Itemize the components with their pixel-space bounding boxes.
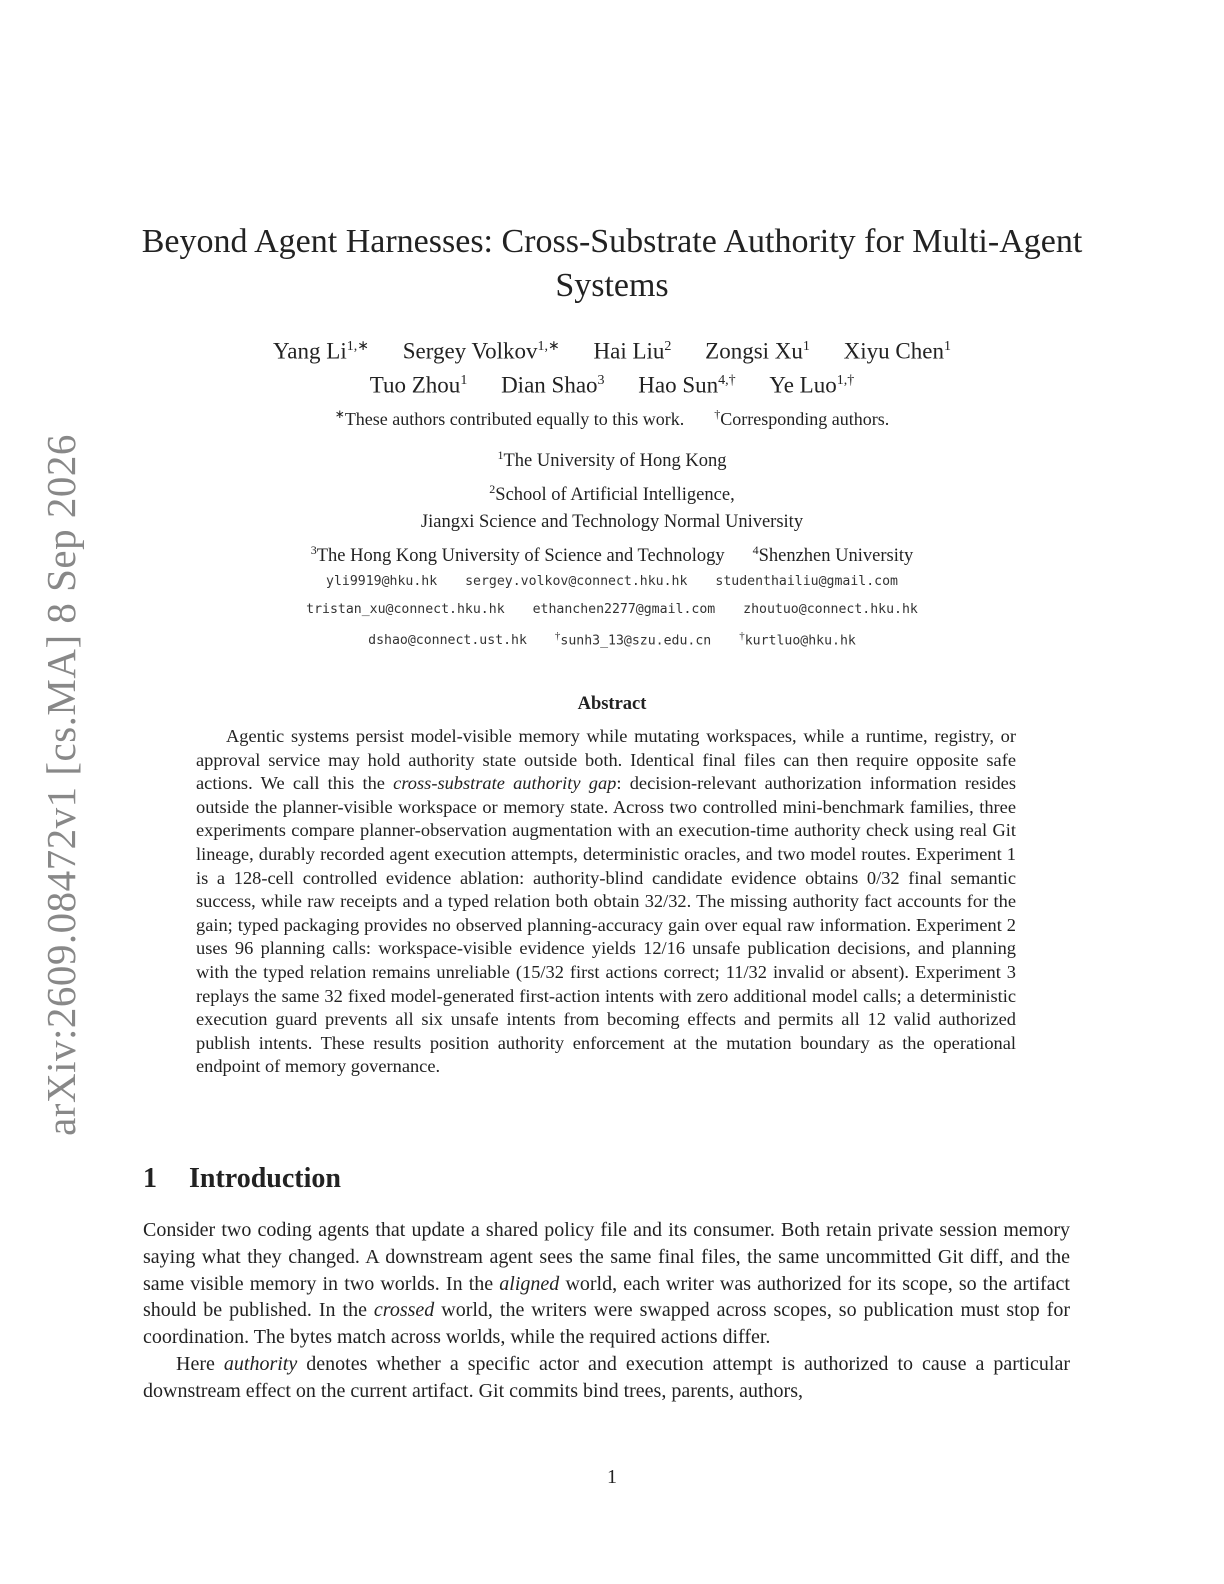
intro-paragraph-2: Here authority denotes whether a specific actor and execution attempt is authorized to cause a particular downstream effect on the current artifact. Git commits bind trees, parents, authors, [143, 1352, 1071, 1402]
section-number: 1 [143, 1163, 157, 1194]
intro-paragraph-1: Consider two coding agents that update a shared policy file and its consumer. Both retain private session memory saying what they changed. A downstream agent sees the same final files, the same uncommitted Git diff, and the same visible memory in two worlds. In the aligned world, each writer was authorized for its scope, so the artifact should be published. In the crossed world, the writers were swapped across scopes, so publication must stop for coordination. The bytes match across worlds, while the required actions differ. [143, 1219, 1070, 1349]
email: zhoutuo@connect.hku.hk [743, 601, 918, 617]
affiliations [140, 442, 1084, 570]
corresponding-author-note: Corresponding authors. [720, 409, 890, 429]
email-row-1 [140, 568, 1084, 596]
email: dshao@connect.ust.hk [368, 633, 527, 649]
section-title: Introduction [189, 1163, 341, 1194]
arxiv-identifier [34, 434, 88, 1136]
email-row-3 [140, 623, 1084, 655]
email: ethanchen2277@gmail.com [532, 601, 716, 617]
author-list [140, 332, 1084, 399]
abstract-heading: Abstract [577, 694, 647, 714]
author-row-2 [140, 366, 1084, 400]
email: yli9919@hku.hk [326, 574, 438, 589]
section-heading [143, 1163, 341, 1195]
equal-contribution-note: These authors contributed equally to this work. [344, 409, 685, 429]
author-notes: ∗These authors contributed equally to this work. †Corresponding authors. [334, 407, 890, 429]
affiliation-2: $^2$School of Artificial Intelligence, [489, 481, 735, 505]
email: tristan_xu@connect.hku.hk [306, 601, 505, 617]
author-emails [140, 568, 1084, 655]
affiliation-3-4: $^3$The Hong Kong University of Science and Technology $^4$Shenzhen University [310, 542, 914, 566]
email: sergey.volkov@connect.hku.hk [465, 574, 688, 589]
email: studenthailiu@gmail.com [715, 574, 898, 589]
affiliation-2-line2: Jiangxi Science and Technology Normal University [420, 512, 804, 533]
page-number: 1 [607, 1466, 617, 1488]
author: Sergey Volkov$^{1,∗}$ [402, 338, 560, 364]
author: Yang $Li^{1,∗}$ [273, 338, 369, 364]
email-row-2 [140, 596, 1084, 624]
introduction-body [143, 1217, 1070, 1405]
author: Ye Luo$^{1,\dagger}$ [769, 372, 855, 398]
affiliation-1: $^1$The University of Hong Kong [497, 448, 727, 472]
author-row-1 [140, 332, 1084, 366]
author: Dian Shao$^3$ [501, 372, 605, 398]
arxiv-identifier-text: arXiv:2609.08472v1 [cs.MA] 8 Sep 2026 [38, 434, 84, 1136]
author: Hai Liu$^2$ [593, 338, 672, 364]
email: †kurtluo@hku.hk [739, 630, 856, 649]
author: Zongsi Xu$^1$ [705, 338, 810, 364]
author: Hao Sun$^{4,\dagger}$ [638, 372, 736, 398]
abstract-key-term: cross-substrate authority gap [393, 773, 617, 794]
paper-title: Beyond Agent Harnesses: Cross-Substrate Authority for Multi-Agent Systems [141, 223, 1083, 304]
email: †sunh3_13@szu.edu.cn [554, 630, 712, 649]
author: Tuo Zhou$^1$ [369, 372, 468, 398]
abstract-body: Agentic systems persist model-visible memory while mutating workspaces, while a runtime, registry, or approval service may hold authority state outside both. Identical final files can then require opposite safe actions. We call this the cross-substrate authority gap: decision-relevant authorization information resides outside the planner-visible workspace or memory state. Across two controlled mini-benchmark families, three experiments compare planner-observation augmentation with an execution-time authority check using real Git lineage, durably recorded agent execution attempts, deterministic oracles, and two model routes. Experiment 1 is a 128-cell controlled evidence ablation: authority-blind candidate evidence obtains 0/32 final semantic success, while raw receipts and a typed relation both obtain 32/32. The missing authority fact accounts for the gain; typed packaging provides no observed planning-accuracy gain over equal raw information. Experiment 2 uses 96 planning calls: workspace-visible evidence yields 12/16 unsafe publication decisions, and planning with the typed relation remains unreliable (15/32 first actions correct; 11/32 invalid or absent). Experiment 3 replays the same 32 fixed model-generated first-action intents with zero additional model calls; a deterministic execution guard prevents all six unsafe intents from becoming effects and permits all 12 valid authorized publish intents. These results position authority enforcement at the mutation boundary as the operational endpoint of memory governance. [196, 726, 1016, 1077]
author: Xiyu Chen$^1$ [843, 338, 951, 364]
